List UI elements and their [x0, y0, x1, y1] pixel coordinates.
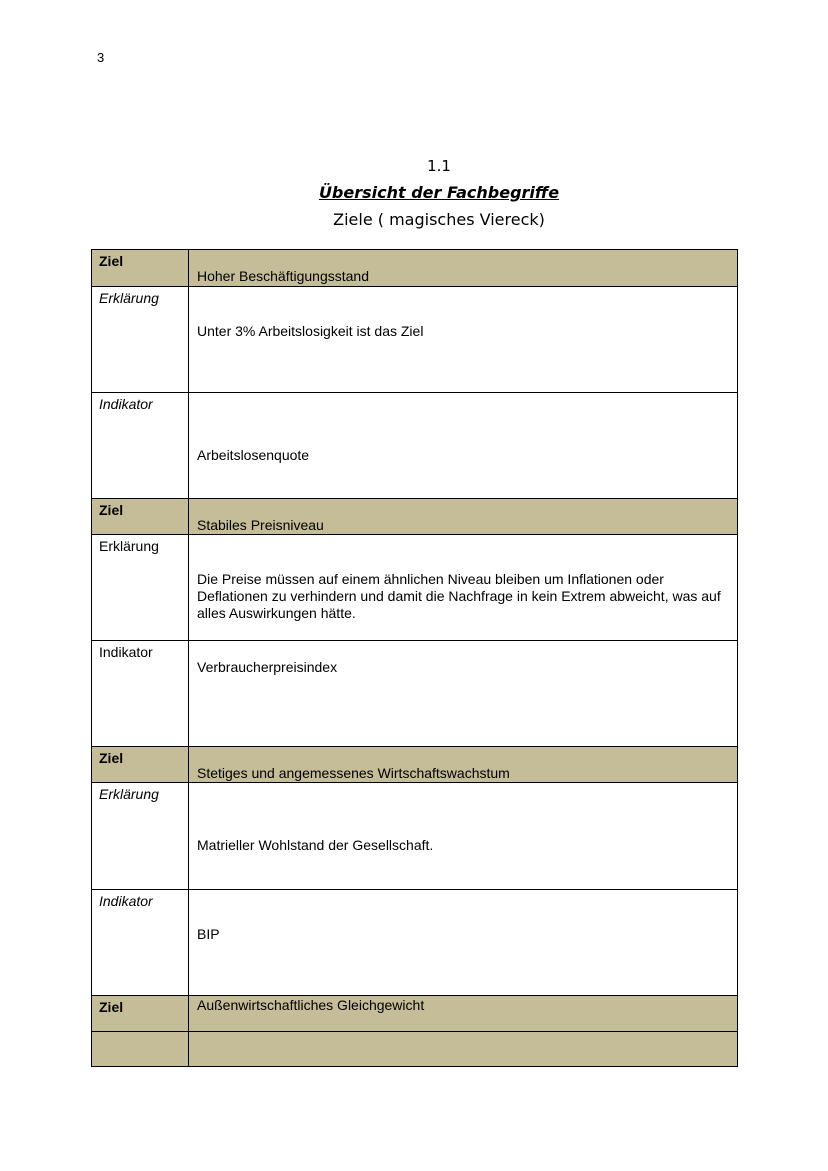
ziel-value: Stetiges und angemessenes Wirtschaftswachstum [197, 765, 510, 781]
erklaerung-value: Matrieller Wohlstand der Gesellschaft. [197, 837, 434, 853]
ziel-label-cell [92, 250, 189, 287]
ziel-row [92, 747, 738, 783]
erklaerung-label: Erklärung [99, 290, 159, 306]
ziel-label: Ziel [99, 750, 124, 766]
indikator-row [92, 641, 738, 747]
ziel-value-cell [189, 250, 738, 287]
indikator-label: Indikator [99, 644, 153, 660]
ziel-value: Außenwirtschaftliches Gleichgewicht [197, 997, 425, 1013]
indikator-row [92, 393, 738, 499]
erklaerung-row [92, 783, 738, 890]
empty-cell [189, 1032, 738, 1067]
ziel-value: Hoher Beschäftigungsstand [197, 268, 369, 284]
indikator-value: BIP [197, 926, 220, 942]
empty-row [92, 1032, 738, 1067]
indikator-row [92, 890, 738, 996]
terms-table [91, 249, 738, 1067]
ziel-label: Ziel [99, 502, 124, 518]
indikator-value: Arbeitslosenquote [197, 447, 310, 463]
page-number: 3 [97, 50, 105, 65]
ziel-label: Ziel [99, 253, 124, 269]
ziel-row [92, 250, 738, 287]
empty-cell [92, 1032, 189, 1067]
erklaerung-label: Erklärung [99, 786, 159, 802]
ziel-row [92, 499, 738, 535]
ziel-row [92, 996, 738, 1032]
ziel-value: Stabiles Preisniveau [197, 517, 324, 533]
erklaerung-row [92, 535, 738, 641]
erklaerung-label: Erklärung [99, 538, 159, 554]
indikator-label: Indikator [99, 396, 153, 412]
page-subtitle: Ziele ( magisches Viereck) [333, 210, 545, 229]
erklaerung-value: Die Preise müssen auf einem ähnlichen Niveau bleiben um Inflationen oder Deflationen zu verhindern und damit die Nachfrage in kein Extrem abweicht, was auf alles Auswirkungen hätte. [197, 571, 721, 621]
section-number: 1.1 [427, 157, 451, 175]
erklaerung-row [92, 287, 738, 393]
indikator-value: Verbraucherpreisindex [197, 659, 338, 675]
erklaerung-value: Unter 3% Arbeitslosigkeit ist das Ziel [197, 323, 424, 339]
ziel-label: Ziel [99, 999, 124, 1015]
page-title: Übersicht der Fachbegriffe [318, 183, 560, 202]
indikator-label: Indikator [99, 893, 153, 909]
